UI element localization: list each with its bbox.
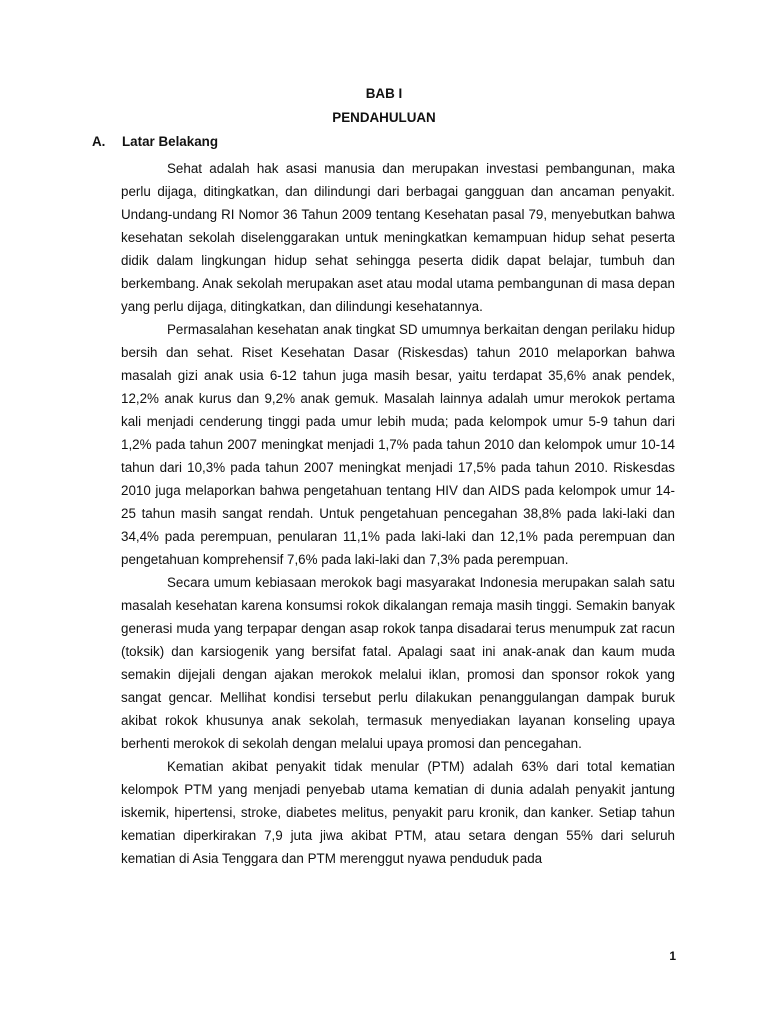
page-number: 1 [669,949,676,963]
paragraph-1: Sehat adalah hak asasi manusia dan merupakan investasi pembangunan, maka perlu dijaga, ditingkatkan, dan dilindungi dari berbagai gangguan dan ancaman penyakit. Undang-undang RI Nomor 36 Tahun 2009 tentang Kesehatan pasal 79, menyebutkan bahwa kesehatan sekolah diselenggarakan untuk meningkatkan kemampuan hidup sehat peserta didik dalam lingkungan hidup sehat sehingga peserta didik dapat belajar, tumbuh dan berkembang. Anak sekolah merupakan aset atau modal utama pembangunan di masa depan yang perlu dijaga, ditingkatkan, dan dilindungi kesehatannya. [121,161,675,314]
paragraph-4: Kematian akibat penyakit tidak menular (PTM) adalah 63% dari total kematian kelompok PTM yang menjadi penyebab utama kematian di dunia adalah penyakit jantung iskemik, hipertensi, stroke, diabetes melitus, penyakit paru kronik, dan kanker. Setiap tahun kematian diperkirakan 7,9 juta jiwa akibat PTM, atau setara dengan 55% dari seluruh kematian di Asia Tenggara dan PTM merenggut nyawa penduduk pada [121,759,675,866]
paragraph-2: Permasalahan kesehatan anak tingkat SD umumnya berkaitan dengan perilaku hidup bersih dan sehat. Riset Kesehatan Dasar (Riskesdas) tahun 2010 melaporkan bahwa masalah gizi anak usia 6-12 tahun juga masih besar, yaitu terdapat 35,6% anak pendek, 12,2% anak kurus dan 9,2% anak gemuk. Masalah lainnya adalah umur merokok pertama kali menjadi cenderung tinggi pada umur lebih muda; pada kelompok umur 5-9 tahun dari 1,2% pada tahun 2007 meningkat menjadi 1,7% pada tahun 2010 dan kelompok umur 10-14 tahun dari 10,3% pada tahun 2007 meningkat menjadi 17,5% pada tahun 2010. Riskesdas 2010 juga melaporkan bahwa pengetahuan tentang HIV dan AIDS pada kelompok umur 14-25 tahun masih sangat rendah. Untuk pengetahuan pencegahan 38,8% pada laki-laki dan 34,4% pada perempuan, penularan 11,1% pada laki-laki dan 12,1% pada perempuan dan pengetahuan komprehensif 7,6% pada laki-laki dan 7,3% pada perempuan. [121,322,675,567]
section-letter: A. [92,134,106,149]
body-text [121,157,675,870]
section-title: Latar Belakang [122,134,219,149]
chapter-title-text: PENDAHULUAN [332,110,436,125]
chapter-label-text: BAB I [365,86,403,101]
section-heading [92,134,218,149]
chapter-label [0,86,768,101]
paragraph-3: Secara umum kebiasaan merokok bagi masyarakat Indonesia merupakan salah satu masalah kesehatan karena konsumsi rokok dikalangan remaja masih tinggi. Semakin banyak generasi muda yang terpapar dengan asap rokok tanpa disadarai terus menumpuk zat racun (toksik) dan karsiogenik yang bersifat fatal. Apalagi saat ini anak-anak dan kaum muda semakin dijejali dengan ajakan merokok melalui iklan, promosi dan sponsor rokok yang sangat gencar. Mellihat kondisi tersebut perlu dilakukan penanggulangan dampak buruk akibat rokok khusunya anak sekolah, termasuk menyediakan layanan konseling upaya berhenti merokok di sekolah dengan melalui upaya promosi dan pencegahan. [121,575,675,751]
chapter-title [0,110,768,125]
